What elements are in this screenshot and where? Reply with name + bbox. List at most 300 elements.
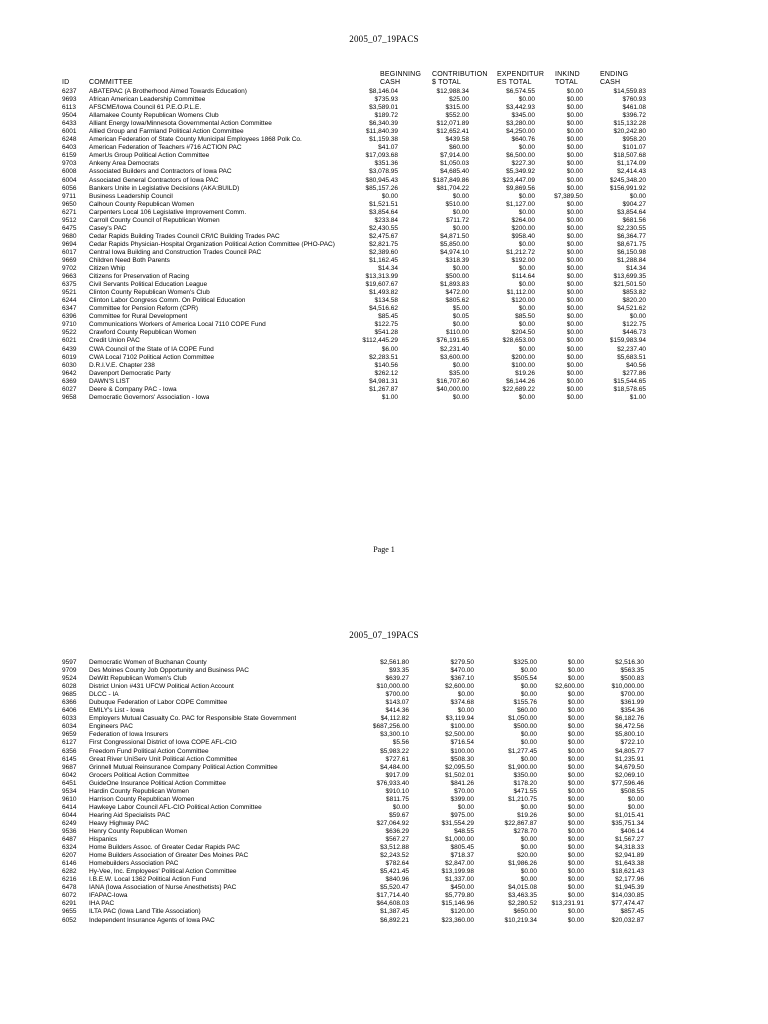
row-contributions: $0.05 — [452, 313, 469, 321]
table-row — [0, 128, 768, 136]
row-expenditures: $0.00 — [518, 208, 535, 216]
row-beginning-cash: $811.75 — [385, 795, 409, 803]
header-inkind-total: INKIND TOTAL — [555, 71, 580, 86]
row-id: 9685 — [62, 691, 77, 699]
row-inkind: $0.00 — [567, 763, 584, 771]
row-committee: Des Moines County Job Opportunity and Business PAC — [89, 667, 249, 675]
row-inkind: $0.00 — [566, 200, 583, 208]
row-id: 9534 — [62, 787, 77, 795]
row-expenditures: $204.50 — [511, 329, 535, 337]
row-beginning-cash: $1.00 — [381, 393, 398, 401]
table-row — [0, 715, 768, 723]
row-committee: I.B.E.W. Local 1362 Political Action Fund — [89, 876, 207, 884]
table-row — [0, 305, 768, 313]
row-inkind: $0.00 — [567, 916, 584, 924]
row-inkind: $0.00 — [567, 715, 584, 723]
row-committee: Independent Insurance Agents of Iowa PAC — [89, 916, 215, 924]
row-ending-cash: $681.56 — [622, 216, 646, 224]
row-committee: Democratic Governors' Association - Iowa — [89, 393, 210, 401]
row-inkind: $0.00 — [566, 184, 583, 192]
row-beginning-cash: $3,078.95 — [369, 168, 398, 176]
row-expenditures: $350.00 — [513, 771, 537, 779]
row-id: 6008 — [62, 168, 77, 176]
row-inkind: $0.00 — [566, 353, 583, 361]
table-row — [0, 917, 768, 925]
row-ending-cash: $122.75 — [622, 321, 646, 329]
row-committee: IFAPAC-Iowa — [89, 892, 128, 900]
table-row — [0, 177, 768, 185]
row-contributions: $2,231.40 — [440, 345, 469, 353]
row-ending-cash: $1.00 — [629, 393, 646, 401]
row-contributions: $0.00 — [457, 691, 474, 699]
row-ending-cash: $4,521.62 — [617, 305, 646, 313]
table-row — [0, 88, 768, 96]
row-beginning-cash: $85,157.26 — [365, 184, 398, 192]
row-expenditures: $1,050.00 — [508, 715, 537, 723]
row-ending-cash: $5,683.51 — [617, 353, 646, 361]
row-committee: Associated General Contractors of Iowa PAC — [89, 176, 219, 184]
row-expenditures: $200.00 — [511, 224, 535, 232]
row-inkind: $0.00 — [567, 731, 584, 739]
row-expenditures: $6,144.26 — [506, 377, 535, 385]
row-ending-cash: $396.72 — [622, 112, 646, 120]
row-beginning-cash: $5,520.47 — [380, 884, 409, 892]
row-beginning-cash: $2,561.80 — [380, 659, 409, 666]
row-id: 6414 — [62, 803, 77, 811]
row-expenditures: $6,574.55 — [506, 88, 535, 95]
row-id: 6052 — [62, 916, 77, 924]
row-inkind: $0.00 — [567, 707, 584, 715]
row-id: 6159 — [62, 152, 77, 160]
row-beginning-cash: $700.00 — [385, 691, 409, 699]
row-committee: Hardin County Republican Women — [89, 787, 189, 795]
row-beginning-cash: $567.27 — [385, 836, 409, 844]
header-id: ID — [62, 79, 70, 86]
table-row — [0, 168, 768, 176]
row-beginning-cash: $2,475.67 — [369, 232, 398, 240]
row-ending-cash: $1,945.39 — [615, 884, 644, 892]
table-row — [0, 788, 768, 796]
row-expenditures: $3,280.00 — [506, 120, 535, 128]
row-contributions: $318.39 — [445, 256, 469, 264]
row-id: 6356 — [62, 747, 77, 755]
row-expenditures: $0.00 — [520, 755, 537, 763]
row-id: 6044 — [62, 811, 77, 819]
row-expenditures: $0.00 — [518, 192, 535, 200]
row-contributions: $1,893.83 — [440, 281, 469, 289]
row-committee: AmerUs Group Political Action Committee — [89, 152, 210, 160]
row-id: 6291 — [62, 900, 77, 908]
row-ending-cash: $4,318.33 — [615, 844, 644, 852]
row-inkind: $0.00 — [567, 659, 584, 666]
row-expenditures: $0.00 — [518, 265, 535, 273]
row-beginning-cash: $4,981.31 — [369, 377, 398, 385]
row-id: 9687 — [62, 763, 77, 771]
row-committee: Great River UniServ Unit Political Action Committee — [89, 755, 238, 763]
table-row — [0, 796, 768, 804]
row-beginning-cash: $41.07 — [378, 144, 398, 152]
row-beginning-cash: $262.12 — [374, 369, 398, 377]
row-committee: DLCC - IA — [89, 691, 119, 699]
row-committee: Carpenters Local 106 Legislative Improvement Comm. — [89, 208, 247, 216]
row-ending-cash: $20,032.87 — [611, 916, 644, 924]
row-contributions: $1,050.03 — [440, 160, 469, 168]
row-expenditures: $19.26 — [515, 369, 535, 377]
row-committee: Heavy Highway PAC — [89, 819, 149, 827]
row-contributions: $472.00 — [445, 289, 469, 297]
row-inkind: $0.00 — [566, 248, 583, 256]
row-committee: African American Leadership Committee — [89, 96, 206, 104]
row-id: 9512 — [62, 216, 77, 224]
row-beginning-cash: $59.67 — [389, 811, 409, 819]
table-row — [0, 144, 768, 152]
row-ending-cash: $245,348.20 — [609, 176, 646, 184]
row-beginning-cash: $414.36 — [385, 707, 409, 715]
row-beginning-cash: $6.00 — [381, 345, 398, 353]
row-committee: Associated Builders and Contractors of Iowa PAC — [89, 168, 232, 176]
row-id: 6033 — [62, 715, 77, 723]
row-contributions: $12,071.89 — [436, 120, 469, 128]
row-expenditures: $345.00 — [511, 112, 535, 120]
row-contributions: $0.00 — [457, 803, 474, 811]
row-id: 6017 — [62, 248, 77, 256]
table-row — [0, 844, 768, 852]
row-contributions: $7,914.00 — [440, 152, 469, 160]
table-row — [0, 764, 768, 772]
row-beginning-cash: $782.64 — [385, 860, 409, 868]
row-beginning-cash: $5,983.22 — [380, 747, 409, 755]
row-expenditures: $1,986.26 — [508, 860, 537, 868]
row-expenditures: $0.00 — [518, 144, 535, 152]
row-id: 9610 — [62, 795, 77, 803]
row-expenditures: $114.64 — [511, 273, 535, 281]
row-beginning-cash: $1,521.51 — [369, 200, 398, 208]
row-committee: Home Builders Assoc. of Greater Cedar Rapids PAC — [89, 844, 240, 852]
row-beginning-cash: $2,389.60 — [369, 248, 398, 256]
row-committee: Business Leadership Council — [89, 192, 173, 200]
table-row — [0, 104, 768, 112]
row-ending-cash: $563.35 — [620, 667, 644, 675]
row-id: 6271 — [62, 208, 77, 216]
row-expenditures: $155.76 — [513, 699, 537, 707]
row-committee: District Union #431 UFCW Political Action Account — [89, 683, 234, 691]
page-1-title: 2005_07_19PACS — [349, 34, 419, 44]
row-contributions: $2,847.00 — [445, 860, 474, 868]
row-committee: Civil Servants Political Education League — [89, 281, 208, 289]
row-ending-cash: $2,177.96 — [615, 876, 644, 884]
row-beginning-cash: $687,256.00 — [372, 723, 409, 731]
row-contributions: $0.00 — [452, 208, 469, 216]
table-row — [0, 249, 768, 257]
row-beginning-cash: $4,112.82 — [380, 715, 409, 723]
row-beginning-cash: $122.75 — [374, 321, 398, 329]
row-inkind: $0.00 — [566, 208, 583, 216]
row-expenditures: $325.00 — [513, 659, 537, 666]
row-committee: Deere & Company PAC - Iowa — [89, 385, 177, 393]
row-id: 9711 — [62, 192, 76, 200]
row-expenditures: $6,500.00 — [506, 152, 535, 160]
row-committee: Hearing Aid Specialists PAC — [89, 811, 171, 819]
table-row — [0, 908, 768, 916]
row-contributions: $399.00 — [450, 795, 474, 803]
row-expenditures: $0.00 — [520, 844, 537, 852]
row-committee: Cedar Rapids Building Trades Council CR/IC Building Trades PAC — [89, 232, 280, 240]
row-inkind: $0.00 — [567, 892, 584, 900]
row-expenditures: $1,210.75 — [508, 795, 537, 803]
row-contributions: $12,652.41 — [436, 128, 469, 136]
row-expenditures: $20.00 — [517, 852, 537, 860]
table-row — [0, 96, 768, 104]
row-committee: Henry County Republican Women — [89, 827, 188, 835]
row-beginning-cash: $0.00 — [381, 192, 398, 200]
row-expenditures: $471.55 — [513, 787, 537, 795]
table-row — [0, 160, 768, 168]
row-ending-cash: $35,751.34 — [611, 819, 644, 827]
row-expenditures: $227.30 — [511, 160, 535, 168]
row-contributions: $510.00 — [445, 200, 469, 208]
row-expenditures: $100.00 — [511, 361, 535, 369]
row-expenditures: $4,250.00 — [506, 128, 535, 136]
row-ending-cash: $1,235.91 — [615, 755, 644, 763]
row-contributions: $60.00 — [449, 144, 469, 152]
row-ending-cash: $3,854.64 — [617, 208, 646, 216]
row-contributions: $70.00 — [454, 787, 474, 795]
row-id: 9669 — [62, 256, 77, 264]
row-contributions: $470.00 — [450, 667, 474, 675]
row-committee: Children Need Both Parents — [89, 256, 170, 264]
row-contributions: $40,000.00 — [436, 385, 469, 393]
row-committee: Committee for Rural Development — [89, 313, 188, 321]
table-row — [0, 281, 768, 289]
row-ending-cash: $1,174.09 — [617, 160, 646, 168]
row-inkind: $0.00 — [567, 860, 584, 868]
row-committee: Hawkeye Labor Council AFL-CIO Political Action Committee — [89, 803, 262, 811]
row-inkind: $0.00 — [567, 868, 584, 876]
row-expenditures: $0.00 — [520, 731, 537, 739]
row-contributions: $718.37 — [450, 852, 474, 860]
row-id: 6403 — [62, 144, 77, 152]
table-row — [0, 884, 768, 892]
row-committee: Dubuque Federation of Labor COPE Committee — [89, 699, 228, 707]
row-expenditures: $3,463.35 — [508, 892, 537, 900]
row-expenditures: $60.00 — [517, 707, 537, 715]
row-committee: Ankeny Area Democrats — [89, 160, 160, 168]
row-contributions: $5,850.00 — [440, 240, 469, 248]
row-id: 9703 — [62, 160, 77, 168]
table-row — [0, 394, 768, 402]
table-row — [0, 120, 768, 128]
row-committee: Communications Workers of America Local 7110 COPE Fund — [89, 321, 266, 329]
row-ending-cash: $904.27 — [622, 200, 646, 208]
table-row — [0, 772, 768, 780]
row-beginning-cash: $93.35 — [389, 667, 409, 675]
row-contributions: $2,095.50 — [445, 763, 474, 771]
table-row — [0, 675, 768, 683]
row-inkind: $0.00 — [566, 361, 583, 369]
row-inkind: $0.00 — [566, 329, 583, 337]
row-expenditures: $640.76 — [511, 136, 535, 144]
row-contributions: $13,199.98 — [441, 868, 474, 876]
row-ending-cash: $958.20 — [622, 136, 646, 144]
row-inkind: $0.00 — [567, 811, 584, 819]
row-ending-cash: $700.00 — [620, 691, 644, 699]
row-committee: Casey's PAC — [89, 224, 127, 232]
row-inkind: $0.00 — [566, 224, 583, 232]
row-id: 9710 — [62, 321, 77, 329]
table-row — [0, 362, 768, 370]
row-expenditures: $19.26 — [517, 811, 537, 819]
row-inkind: $0.00 — [567, 803, 584, 811]
row-ending-cash: $277.86 — [622, 369, 646, 377]
row-id: 6237 — [62, 88, 77, 95]
row-committee: American Federation of Teachers #716 ACTION PAC — [89, 144, 242, 152]
row-inkind: $0.00 — [567, 667, 584, 675]
row-id: 6282 — [62, 868, 77, 876]
row-inkind: $13,231.91 — [551, 900, 584, 908]
row-committee: Hy-Vee, Inc. Employees' Political Action Committee — [89, 868, 237, 876]
row-ending-cash: $20,242.80 — [613, 128, 646, 136]
row-contributions: $1,337.00 — [445, 876, 474, 884]
row-expenditures: $120.00 — [511, 297, 535, 305]
row-expenditures: $200.00 — [511, 353, 535, 361]
row-committee: Crawford County Republican Women — [89, 329, 197, 337]
row-id: 9536 — [62, 827, 77, 835]
row-id: 9659 — [62, 731, 77, 739]
row-contributions: $120.00 — [450, 908, 474, 916]
row-inkind: $0.00 — [566, 297, 583, 305]
table-row — [0, 836, 768, 844]
row-inkind: $0.00 — [567, 747, 584, 755]
row-contributions: $3,600.00 — [440, 353, 469, 361]
row-ending-cash: $156,991.92 — [609, 184, 646, 192]
row-id: 9524 — [62, 675, 77, 683]
row-inkind: $0.00 — [566, 128, 583, 136]
table-row — [0, 346, 768, 354]
row-beginning-cash: $917.09 — [385, 771, 409, 779]
row-ending-cash: $857.45 — [620, 908, 644, 916]
row-inkind: $0.00 — [567, 691, 584, 699]
row-beginning-cash: $0.00 — [392, 803, 409, 811]
row-id: 6207 — [62, 852, 77, 860]
row-beginning-cash: $2,243.52 — [380, 852, 409, 860]
row-inkind: $0.00 — [567, 908, 584, 916]
table-row — [0, 707, 768, 715]
table-row — [0, 225, 768, 233]
table-row — [0, 370, 768, 378]
row-ending-cash: $5,800.10 — [615, 731, 644, 739]
row-ending-cash: $10,000.00 — [611, 683, 644, 691]
row-ending-cash: $1,567.27 — [615, 836, 644, 844]
row-inkind: $0.00 — [567, 836, 584, 844]
row-committee: Central Iowa Building and Construction Trades Council PAC — [89, 248, 262, 256]
row-ending-cash: $1,288.84 — [617, 256, 646, 264]
row-expenditures: $500.00 — [513, 723, 537, 731]
row-beginning-cash: $1,267.87 — [369, 385, 398, 393]
row-contributions: $12,988.34 — [436, 88, 469, 95]
row-ending-cash: $0.00 — [627, 795, 644, 803]
row-id: 6028 — [62, 683, 77, 691]
row-ending-cash: $361.99 — [620, 699, 644, 707]
row-ending-cash: $159,983.94 — [609, 337, 646, 345]
row-committee: First Congressional District of Iowa COPE AFL-CIO — [89, 739, 237, 747]
row-id: 6127 — [62, 739, 77, 747]
table-row — [0, 217, 768, 225]
row-committee: GuideOne Insurance Political Action Committee — [89, 779, 226, 787]
row-expenditures: $22,867.87 — [504, 819, 537, 827]
row-id: 9655 — [62, 908, 77, 916]
row-ending-cash: $2,516.30 — [615, 659, 644, 666]
row-beginning-cash: $17,093.68 — [365, 152, 398, 160]
row-ending-cash: $6,150.98 — [617, 248, 646, 256]
table-row — [0, 820, 768, 828]
row-expenditures: $505.54 — [513, 675, 537, 683]
row-contributions: $2,600.00 — [445, 683, 474, 691]
row-expenditures: $9,869.56 — [506, 184, 535, 192]
row-ending-cash: $18,507.68 — [613, 152, 646, 160]
table-row — [0, 378, 768, 386]
table-row — [0, 386, 768, 394]
row-contributions: $805.62 — [445, 297, 469, 305]
table-row — [0, 868, 768, 876]
row-beginning-cash: $351.36 — [374, 160, 398, 168]
row-inkind: $0.00 — [567, 787, 584, 795]
row-beginning-cash: $233.84 — [374, 216, 398, 224]
row-ending-cash: $14,030.85 — [611, 892, 644, 900]
row-contributions: $5.00 — [452, 305, 469, 313]
row-expenditures: $1,112.00 — [506, 289, 535, 297]
row-ending-cash: $354.36 — [620, 707, 644, 715]
row-committee: Home Builders Association of Greater Des Moines PAC — [89, 852, 249, 860]
table-row — [0, 112, 768, 120]
header-contribution-total: CONTRIBUTION $ TOTAL — [432, 71, 488, 86]
row-contributions: $48.55 — [454, 827, 474, 835]
row-beginning-cash: $19,607.67 — [365, 281, 398, 289]
row-beginning-cash: $1,493.82 — [369, 289, 398, 297]
row-id: 9522 — [62, 329, 77, 337]
row-id: 6001 — [62, 128, 77, 136]
table-row — [0, 756, 768, 764]
row-committee: Federation of Iowa Insurers — [89, 731, 169, 739]
row-inkind: $0.00 — [566, 168, 583, 176]
table-row — [0, 152, 768, 160]
row-inkind: $0.00 — [566, 393, 583, 401]
row-beginning-cash: $910.10 — [385, 787, 409, 795]
row-expenditures: $192.00 — [511, 256, 535, 264]
row-id: 9650 — [62, 200, 77, 208]
row-committee: Democratic Women of Buchanan County — [89, 659, 207, 666]
row-inkind: $0.00 — [566, 345, 583, 353]
table-row — [0, 265, 768, 273]
row-id: 9709 — [62, 667, 77, 675]
row-ending-cash: $820.20 — [622, 297, 646, 305]
row-committee: Carroll County Council of Republican Women — [89, 216, 220, 224]
row-contributions: $711.72 — [445, 216, 469, 224]
row-inkind: $0.00 — [566, 321, 583, 329]
row-contributions: $23,360.00 — [441, 916, 474, 924]
page-1-table — [0, 88, 768, 402]
row-expenditures: $23,447.09 — [502, 176, 535, 184]
row-ending-cash: $0.00 — [629, 313, 646, 321]
row-beginning-cash: $1,387.45 — [380, 908, 409, 916]
row-ending-cash: $446.73 — [622, 329, 646, 337]
row-ending-cash: $6,472.56 — [615, 723, 644, 731]
row-contributions: $5,779.80 — [445, 892, 474, 900]
row-inkind: $0.00 — [566, 112, 583, 120]
row-ending-cash: $1,015.41 — [615, 811, 644, 819]
row-contributions: $450.00 — [450, 884, 474, 892]
row-id: 6030 — [62, 361, 77, 369]
row-id: 9658 — [62, 393, 77, 401]
